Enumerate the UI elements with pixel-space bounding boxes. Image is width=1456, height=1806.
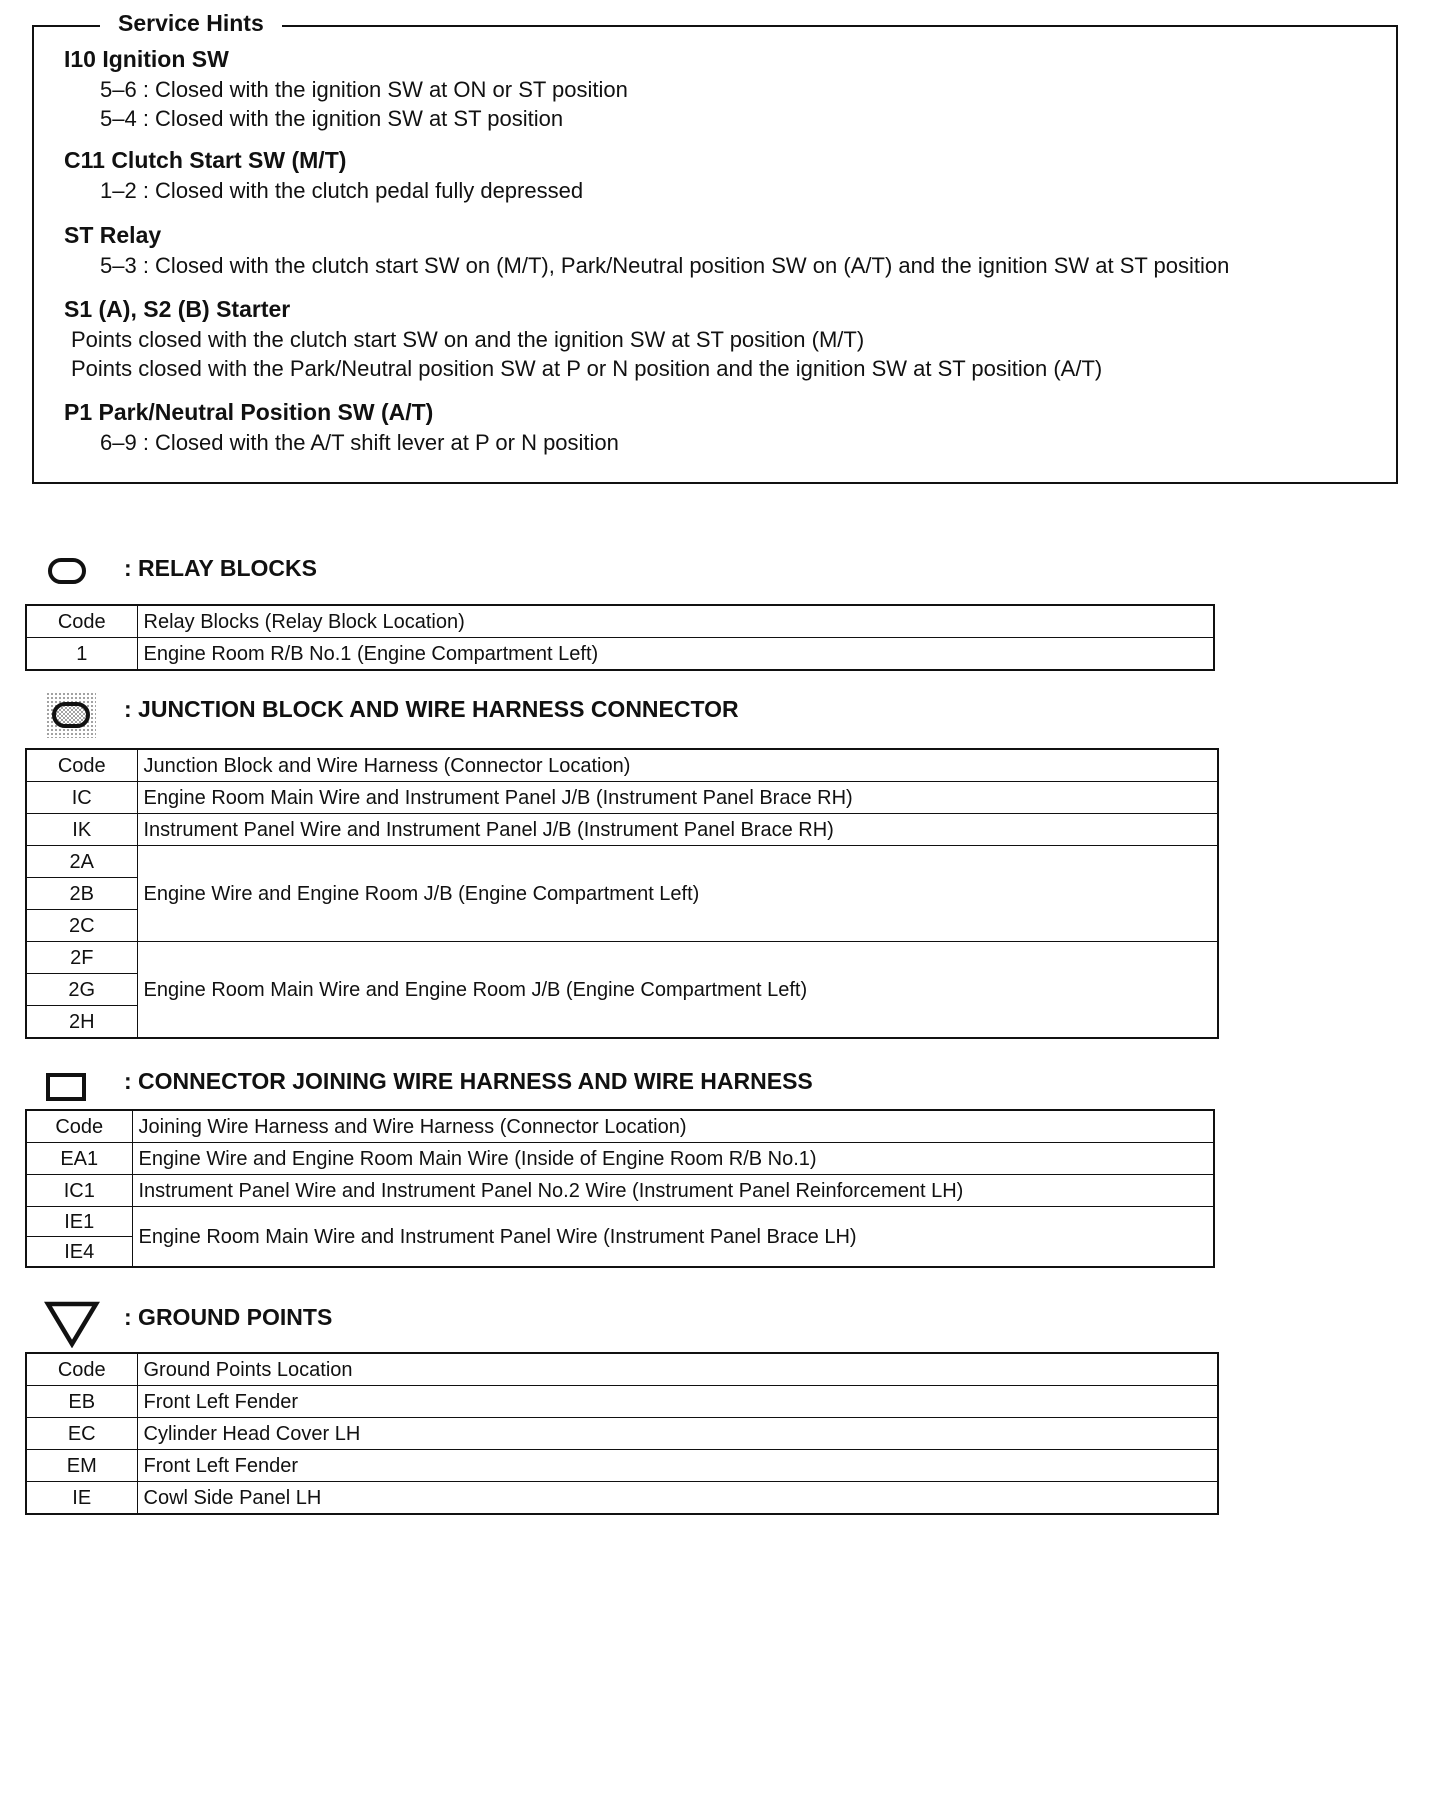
- code-cell: 2F: [26, 942, 137, 974]
- ground-points-title: : GROUND POINTS: [124, 1304, 333, 1330]
- table-row: [26, 638, 1214, 671]
- junction-blocks-title: : JUNCTION BLOCK AND WIRE HARNESS CONNECTOR: [124, 696, 739, 722]
- code-cell: EC: [26, 1418, 137, 1450]
- table-row: [26, 846, 1218, 878]
- table-header-row: [26, 1110, 1214, 1143]
- junction-block-icon: [46, 692, 96, 738]
- location-cell: Instrument Panel Wire and Instrument Panel No.2 Wire (Instrument Panel Reinforcement LH): [132, 1175, 1214, 1207]
- junction-block-inner-shape: [52, 702, 90, 728]
- code-cell: 2G: [26, 974, 137, 1006]
- code-cell: IC: [26, 782, 137, 814]
- code-cell: IE: [26, 1482, 137, 1515]
- hint-heading-starter: S1 (A), S2 (B) Starter: [64, 296, 291, 322]
- connectors-title: : CONNECTOR JOINING WIRE HARNESS AND WIRE HARNESS: [124, 1068, 813, 1094]
- table-row: [26, 1207, 1214, 1237]
- code-cell: EB: [26, 1386, 137, 1418]
- table-row: [26, 814, 1218, 846]
- header-code: Code: [26, 1353, 137, 1386]
- table-row: [26, 782, 1218, 814]
- code-cell: EM: [26, 1450, 137, 1482]
- hint-line: Points closed with the Park/Neutral position SW at P or N position and the ignition SW at ST position (A/T): [71, 356, 1103, 381]
- code-cell: 1: [26, 638, 137, 671]
- table-row: [26, 1143, 1214, 1175]
- header-location: Ground Points Location: [137, 1353, 1218, 1386]
- hint-heading-park-neutral-sw: P1 Park/Neutral Position SW (A/T): [64, 399, 434, 425]
- table-row: [26, 1450, 1218, 1482]
- location-cell: Instrument Panel Wire and Instrument Panel J/B (Instrument Panel Brace RH): [137, 814, 1218, 846]
- location-cell: Engine Wire and Engine Room J/B (Engine Compartment Left): [137, 846, 1218, 942]
- connector-icon: [46, 1073, 86, 1101]
- relay-blocks-title: : RELAY BLOCKS: [124, 555, 317, 581]
- hint-line: 1–2 : Closed with the clutch pedal fully depressed: [100, 178, 584, 203]
- table-row: [26, 1386, 1218, 1418]
- table-header-row: [26, 605, 1214, 638]
- header-code: Code: [26, 1110, 132, 1143]
- relay-block-icon: [48, 558, 86, 584]
- location-cell: Engine Room Main Wire and Engine Room J/B (Engine Compartment Left): [137, 942, 1218, 1039]
- location-cell: Engine Wire and Engine Room Main Wire (Inside of Engine Room R/B No.1): [132, 1143, 1214, 1175]
- table-header-row: [26, 749, 1218, 782]
- code-cell: IK: [26, 814, 137, 846]
- table-row: [26, 1482, 1218, 1515]
- hint-heading-clutch-start-sw: C11 Clutch Start SW (M/T): [64, 147, 347, 173]
- header-code: Code: [26, 605, 137, 638]
- header-location: Junction Block and Wire Harness (Connector Location): [137, 749, 1218, 782]
- hint-line: 5–4 : Closed with the ignition SW at ST position: [100, 106, 564, 131]
- hint-line: 5–6 : Closed with the ignition SW at ON or ST position: [100, 77, 628, 102]
- junction-blocks-table: [25, 748, 1219, 1039]
- location-cell: Cowl Side Panel LH: [137, 1482, 1218, 1515]
- code-cell: EA1: [26, 1143, 132, 1175]
- code-cell: 2A: [26, 846, 137, 878]
- code-cell: IE4: [26, 1237, 132, 1268]
- code-cell: IE1: [26, 1207, 132, 1237]
- hint-line: Points closed with the clutch start SW on and the ignition SW at ST position (M/T): [71, 327, 865, 352]
- code-cell: 2C: [26, 910, 137, 942]
- location-cell: Engine Room R/B No.1 (Engine Compartment Left): [137, 638, 1214, 671]
- table-header-row: [26, 1353, 1218, 1386]
- location-cell: Cylinder Head Cover LH: [137, 1418, 1218, 1450]
- code-cell: IC1: [26, 1175, 132, 1207]
- ground-point-icon: [44, 1300, 100, 1348]
- hint-line: 5–3 : Closed with the clutch start SW on (M/T), Park/Neutral position SW on (A/T) and the ignition SW at ST position: [100, 253, 1230, 278]
- code-cell: 2H: [26, 1006, 137, 1039]
- location-cell: Engine Room Main Wire and Instrument Panel J/B (Instrument Panel Brace RH): [137, 782, 1218, 814]
- relay-blocks-table: [25, 604, 1215, 671]
- table-row: [26, 1175, 1214, 1207]
- header-location: Joining Wire Harness and Wire Harness (Connector Location): [132, 1110, 1214, 1143]
- code-cell: 2B: [26, 878, 137, 910]
- service-hints-title: Service Hints: [100, 8, 282, 38]
- table-row: [26, 942, 1218, 974]
- connectors-table: [25, 1109, 1215, 1268]
- table-row: [26, 1418, 1218, 1450]
- hint-line: 6–9 : Closed with the A/T shift lever at P or N position: [100, 430, 619, 455]
- ground-points-table: [25, 1352, 1219, 1515]
- header-location: Relay Blocks (Relay Block Location): [137, 605, 1214, 638]
- hint-heading-st-relay: ST Relay: [64, 222, 162, 248]
- location-cell: Front Left Fender: [137, 1450, 1218, 1482]
- hint-heading-ignition-sw: I10 Ignition SW: [64, 46, 229, 72]
- header-code: Code: [26, 749, 137, 782]
- location-cell: Front Left Fender: [137, 1386, 1218, 1418]
- location-cell: Engine Room Main Wire and Instrument Panel Wire (Instrument Panel Brace LH): [132, 1207, 1214, 1268]
